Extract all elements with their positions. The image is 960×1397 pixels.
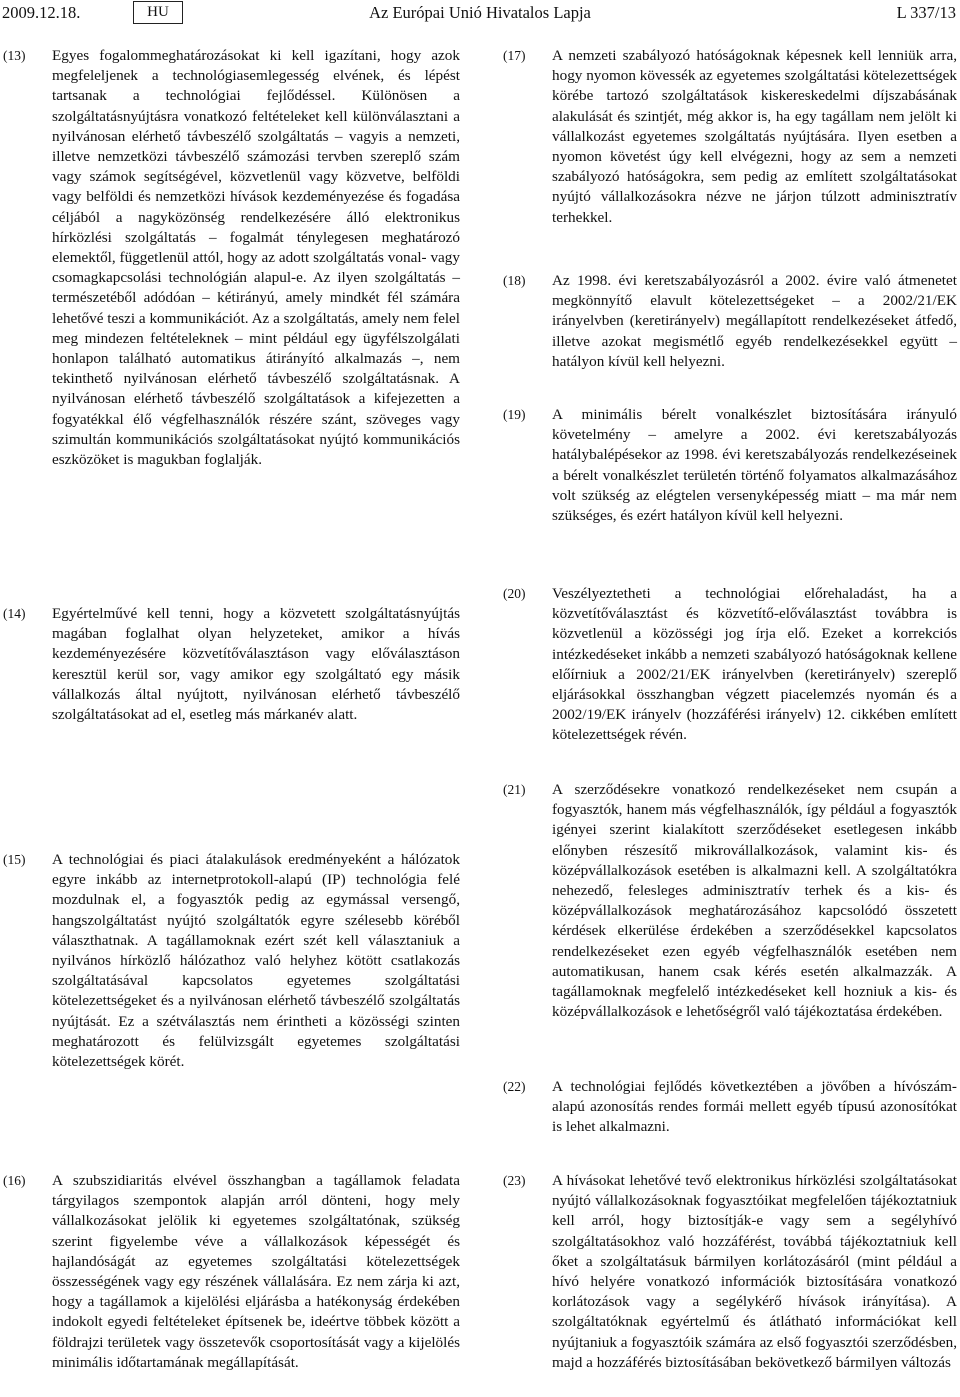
recital-text: A technológiai és piaci átalakulások eredményeként a hálózatok egyre inkább az internetprotokoll-alapú (IP) technológia felé mozdulnak el, a fogyasztók pedig az egymással versengő, hangszolgáltatást nyújtó szolgáltatók egyre szélesebb köréből választhatnak. A tagállamoknak ezért szét kell választaniuk a nyilvános hírközlő hálózathoz való helyhez kötött csatlakozás szolgáltatásával kapcsolatos egyetemes szolgáltatási kötelezettségeket és a nyilvánosan elérhető távbeszélő szolgáltatás nyújtását. Ez a szétválasztás nem érintheti a közösségi szinten meghatározott és felülvizsgált egyetemes szolgáltatási kötelezettségek körét.	[52, 851, 460, 1071]
recital-text: Egyértelművé kell tenni, hogy a közvetett szolgáltatásnyújtás magában foglalhat olyan helyzeteket, amikor a hívás kezdeményezésére közvetítőválasztáson vagy előválasztáson keresztül kerül sor, vagy amikor egy szolgáltató egy másik vállalkozás által nyújtott, nyilvánosan elérhető távbeszélő szolgáltatásokat ad el, esetleg más márkanév alatt.	[52, 605, 460, 724]
recital-number: (15)	[3, 852, 26, 867]
page-header	[0, 0, 960, 28]
recital-number: (23)	[503, 1173, 526, 1188]
recital-number: (21)	[503, 782, 526, 797]
language-code-box: HU	[133, 1, 183, 24]
recital-text: A szubszidiaritás elvével összhangban a tagállamok feladata tárgyilagos szempontok alapján arról dönteni, hogy mely vállalkozásokat jelölik ki egyetemes szolgáltatónak, szükség szerint figyelembe véve a vállalkozások képességét és hajlandóságát az egyetemes szolgáltatási kötelezettségek összességének vagy egy részének vállalására. Ez nem zárja ki azt, hogy a tagállamok a kijelölési eljárásba a hatékonyság érdekében indokolt egyedi feltételeket építsenek be, ideértve többek között a földrajzi területek vagy összetevők csoportosítását vagy a kijelölés minimális időtartamának megállapítását.	[52, 1172, 460, 1371]
page-reference: L 337/13	[896, 3, 956, 22]
journal-title: Az Európai Unió Hivatalos Lapja	[369, 3, 591, 22]
recital-number: (20)	[503, 586, 526, 601]
recital-text: A szerződésekre vonatkozó rendelkezéseket nem csupán a fogyasztók, hanem más végfelhasználók, így például a fogyasztók igényei szerint kialakított szerződéseket esetlegesen inkább előnyben részesítő mikrovállalkozások, valamint kis- és középvállalkozások esetében is alkalmazni kell. A szolgáltatókra nehezedő, felesleges adminisztratív terhek és a kis- és középvállalkozások meghatározásához kapcsolódó összetett kérdések elkerülése érdekében a szerződésekkel kapcsolatos rendelkezéseket ezen egyéb végfelhasználók esetében nem automatikusan, hanem csak kérés esetén alkalmazzák. A tagállamoknak megfelelő intézkedéseket kell hozniuk a kis- és középvállalkozások e lehetőségről való tájékoztatása érdekében.	[552, 781, 957, 1021]
recital-number: (13)	[3, 48, 26, 63]
recital-text: A minimális bérelt vonalkészlet biztosítására irányuló követelmény – amelyre a 2002. évi keretszabályozás hatálybalépésekor az 1998. évi keretszabályozás rendelkezéseinek a bérelt vonalkészlet területén történő folyamatos alkalmazásához volt szükség az elégtelen versenyképesség miatt – ma már nem szükséges, és ezért hatályon kívül kell helyezni.	[552, 406, 957, 525]
recital-text: Az 1998. évi keretszabályozásról a 2002. évire való átmenetet megkönnyítő elavult kötelezettségeket – a 2002/21/EK irányelvben (keretirányelv) megállapított rendelkezéseket átfedő, illetve azokat megismétlő egyéb rendelkezésekkel együtt – hatályon kívül kell helyezni.	[552, 272, 957, 370]
recital-number: (19)	[503, 407, 526, 422]
recital-number: (22)	[503, 1079, 526, 1094]
recital-text: Veszélyeztetheti a technológiai előrehaladást, ha a közvetítőválasztást és közvetítő-előválasztást továbbra is közvetlenül a közösségi jog írja elő. Ezeket a korrekciós intézkedéseket inkább a nemzeti szabályozó hatóságoknak kellene előírniuk a 2002/21/EK irányelvben (keretirányelv) szereplő eljárásokkal összhangban végzett piacelemzés nyomán és a 2002/19/EK irányelv (hozzáférési irányelv) 12. cikkében említett kötelezettségek révén.	[552, 585, 957, 744]
recital-text: A technológiai fejlődés következtében a jövőben a hívószám-alapú azonosítás rendes formái mellett egyéb típusú azonosítókat is lehet alkalmazni.	[552, 1078, 957, 1136]
recital-number: (14)	[3, 606, 26, 621]
recital-text: A nemzeti szabályozó hatóságoknak képesnek kell lenniük arra, hogy nyomon kövessék az egyetemes szolgáltatási kötelezettségek körébe tartozó szolgáltatások kiskereskedelmi díjszabásának alakulását és szintjét, még akkor is, ha egy tagállam nem jelölt ki vállalkozást egyetemes szolgáltatás nyújtására. Ilyen esetben a nyomon követést úgy kell elvégezni, hogy az sem a nemzeti szabályozó hatóságokra, sem pedig az említett szolgáltatásokat nyújtó vállalkozásokra nézve ne járjon túlzott adminisztratív terhekkel.	[552, 47, 957, 226]
recital-text: A hívásokat lehetővé tevő elektronikus hírközlési szolgáltatásokat nyújtó vállalkozásoknak fogyasztóikat megfelelően tájékoztatniuk kell arról, hogy biztosítják-e vagy sem a segélyhívó szolgáltatásokhoz való hozzáférést, továbbá tájékoztatniuk kell őket a szolgáltatásuk bármilyen korlátozásáról (mint például a hívó helyére vonatkozó információk biztosítására vonatkozó korlátozások vagy a segélykérő hívások irányítása). A szolgáltatóknak egyértelmű és átlátható információkat kell nyújtaniuk a fogyasztóik számára az első fogyasztói szerződésben, majd a hozzáférés biztosításában bekövetkező bármilyen változás	[552, 1172, 957, 1371]
issue-date: 2009.12.18.	[2, 3, 81, 22]
recital-number: (18)	[503, 273, 526, 288]
recital-number: (17)	[503, 48, 526, 63]
recital-text: Egyes fogalommeghatározásokat ki kell igazítani, hogy azok megfeleljenek a technológiasemlegesség elvének, és lépést tartsanak a technológiai fejlődéssel. Különösen a szolgáltatásnyújtásra vonatkozó feltételeket kell különválasztani a nyilvánosan elérhető távbeszélő szolgáltatás – vagyis a nemzeti, illetve nemzetközi távbeszélő számozási tervben szereplő szám vagy számok segítségével, közvetlenül vagy közvetve, belföldi vagy belföldi és nemzetközi hívások kezdeményezése és fogadása céljából a nagyközönség rendelkezésére álló elektronikus hírközlési szolgáltatás – fogalmát ténylegesen meghatározó elemektől, függetlenül attól, hogy az adott szolgáltatás vonal- vagy csomagkapcsolási technológián alapul-e. Az ilyen szolgáltatás – természetéből adódóan – kétirányú, amely mindkét fél számára lehetővé teszi a kommunikációt. Az a szolgáltatás, amely nem felel meg mindezen feltételeknek – mint például egy ügyfélszolgálati honlapon található automatikus átirányító alkalmazás –, nem tekinthető nyilvánosan elérhető távbeszélő szolgáltatásnak. A nyilvánosan elérhető távbeszélő szolgáltatások a kifejezetten a fogyatékkal élő végfelhasználók részére szánt, szöveges vagy szimultán kommunikációs szolgáltatásokat nyújtó kommunikációs eszközöket is magukban foglalják.	[52, 47, 460, 469]
recital-number: (16)	[3, 1173, 26, 1188]
